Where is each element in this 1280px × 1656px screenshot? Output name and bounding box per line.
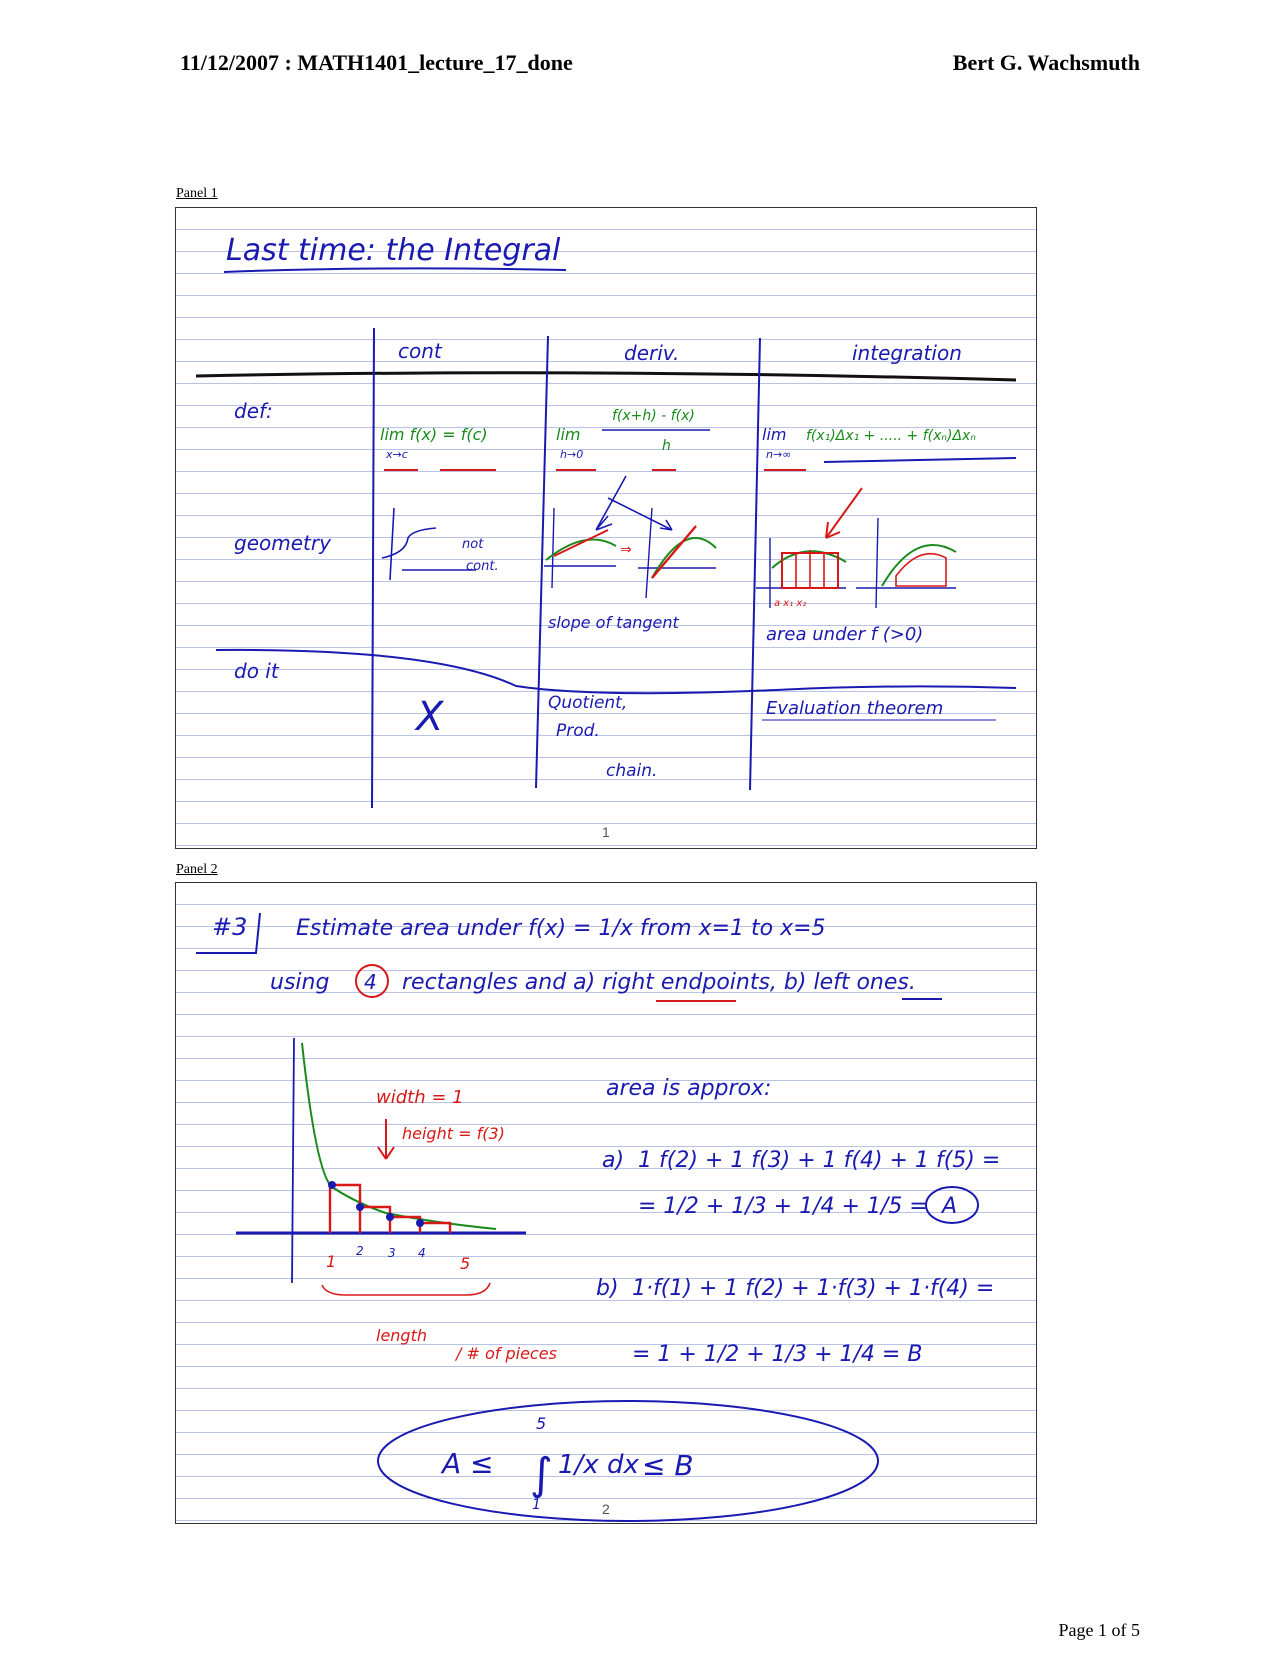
integ-underline-blue xyxy=(824,458,1016,462)
deriv-limit-subscript: h→0 xyxy=(560,448,584,461)
document-header-author: Bert G. Wachsmuth xyxy=(952,50,1140,75)
panel-2-label: Panel 2 xyxy=(176,862,218,877)
deriv-tangent-line xyxy=(652,526,696,578)
table-header-rule xyxy=(196,373,1016,380)
summary-left: A ≤ xyxy=(442,1447,494,1480)
column-header-integration: integration xyxy=(852,341,962,365)
deriv-denominator: h xyxy=(662,438,671,454)
cont-cont-label: cont. xyxy=(466,559,499,574)
sketch-length-brace xyxy=(322,1283,490,1295)
integ-evaluation-theorem: Evaluation theorem xyxy=(766,698,944,719)
summary-upper-limit: 5 xyxy=(536,1414,547,1433)
work-intro: area is approx: xyxy=(606,1076,772,1101)
sketch-point-2 xyxy=(356,1203,364,1211)
sketch-tick-5: 5 xyxy=(460,1254,471,1273)
title-underline xyxy=(224,268,566,272)
problem-line-2-using: using xyxy=(270,970,330,995)
sketch-width-label: width = 1 xyxy=(376,1087,464,1108)
problem-line-2-four: 4 xyxy=(364,970,377,994)
summary-integrand: 1/x dx xyxy=(558,1450,639,1480)
integ-area-under: area under f (>0) xyxy=(766,624,924,645)
sketch-y-axis xyxy=(292,1038,294,1283)
integ-limit-subscript: n→∞ xyxy=(766,448,792,461)
work-a-line-2: = 1/2 + 1/3 + 1/4 + 1/5 = xyxy=(638,1194,928,1219)
work-a-result: A xyxy=(942,1194,958,1219)
panel-2-page-number: 2 xyxy=(602,1501,610,1517)
work-a-label: a) xyxy=(602,1148,625,1173)
cont-limit-subscript: x→c xyxy=(386,448,408,461)
integ-lim: lim xyxy=(762,425,787,444)
deriv-implies: ⇒ xyxy=(620,542,632,558)
column-header-cont: cont xyxy=(398,339,442,363)
deriv-doit-chain: chain. xyxy=(606,761,658,781)
sketch-tick-3: 3 xyxy=(388,1246,396,1260)
deriv-lim: lim xyxy=(556,425,581,444)
problem-line-2-rest: rectangles and a) right endpoints, b) left ones. xyxy=(402,970,916,995)
sketch-point-1 xyxy=(328,1181,336,1189)
column-header-deriv: deriv. xyxy=(624,341,680,365)
deriv-tangent-curve xyxy=(652,538,716,578)
sketch-point-4 xyxy=(416,1219,424,1227)
sketch-tick-4: 4 xyxy=(418,1246,426,1260)
sketch-rectangles xyxy=(330,1185,450,1233)
panel-1 xyxy=(175,207,1037,849)
sketch-length-label: length xyxy=(376,1326,427,1345)
panel-2 xyxy=(175,882,1037,1524)
deriv-tangent-axes xyxy=(638,508,716,598)
work-a-line-1: 1 f(2) + 1 f(3) + 1 f(4) + 1 f(5) = xyxy=(638,1148,1001,1173)
integ-tick-labels: a x₁ x₂ xyxy=(774,598,807,609)
column-divider-3 xyxy=(750,338,760,790)
deriv-secant-line xyxy=(554,530,608,556)
panel-1-title: Last time: the Integral xyxy=(226,233,561,268)
row-label-doit: do it xyxy=(234,659,279,683)
column-divider-2 xyxy=(536,336,548,788)
sketch-tick-2: 2 xyxy=(356,1244,364,1258)
column-divider-1 xyxy=(372,328,374,808)
panel-1-page-number: 1 xyxy=(602,824,610,840)
integ-area-curve xyxy=(882,545,956,586)
panel-2-notes xyxy=(176,883,1036,1523)
sketch-down-arrow xyxy=(378,1119,394,1159)
document-header-title: 11/12/2007 : MATH1401_lecture_17_done xyxy=(180,50,573,75)
cont-doit-x: X xyxy=(416,694,444,740)
cont-not-label: not xyxy=(462,537,484,552)
sketch-height-label: height = f(3) xyxy=(402,1124,505,1143)
summary-lower-limit: 1 xyxy=(532,1497,541,1513)
deriv-slope-of-tangent: slope of tangent xyxy=(548,613,679,632)
deriv-arrow-down xyxy=(596,476,626,530)
deriv-arrow-right xyxy=(608,498,672,530)
panel-1-label: Panel 1 xyxy=(176,186,218,201)
integ-rect-dividers xyxy=(796,550,824,588)
panel-1-notes xyxy=(176,208,1036,848)
cont-definition: lim f(x) = f(c) xyxy=(380,425,488,444)
sketch-tick-1: 1 xyxy=(326,1252,337,1271)
sketch-point-3 xyxy=(386,1213,394,1221)
deriv-doit-quotient: Quotient, xyxy=(548,693,628,713)
integ-arrow xyxy=(826,488,862,538)
sketch-pieces-label: / # of pieces xyxy=(456,1344,557,1363)
problem-tag: #3 xyxy=(212,913,248,941)
deriv-numerator: f(x+h) - f(x) xyxy=(612,408,695,424)
integ-area-axes xyxy=(856,518,956,608)
row-label-geometry: geometry xyxy=(234,531,331,555)
row-divider-doit xyxy=(216,650,1016,693)
work-b-line-1: 1·f(1) + 1 f(2) + 1·f(3) + 1·f(4) = xyxy=(632,1276,995,1301)
page-footer: Page 1 of 5 xyxy=(1058,1620,1140,1640)
work-b-line-2: = 1 + 1/2 + 1/3 + 1/4 = B xyxy=(632,1342,923,1367)
work-b-label: b) xyxy=(596,1276,619,1301)
integ-riemann-sum: f(x₁)Δx₁ + ..... + f(xₙ)Δxₙ xyxy=(806,428,976,444)
row-label-def: def: xyxy=(234,399,273,423)
summary-integral-sign: ∫ xyxy=(530,1449,553,1500)
summary-right: ≤ B xyxy=(642,1449,694,1482)
problem-line-1: Estimate area under f(x) = 1/x from x=1 to x=5 xyxy=(296,916,826,941)
deriv-doit-product: Prod. xyxy=(556,721,600,741)
